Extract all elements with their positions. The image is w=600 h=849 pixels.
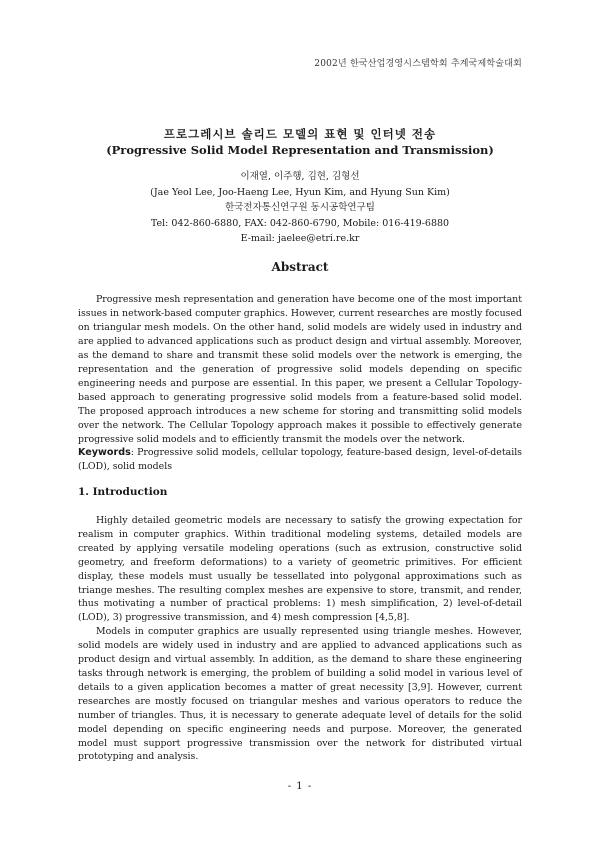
title-english: (Progressive Solid Model Representation and Transmission) (106, 143, 494, 157)
author-names-korean: 이재열, 이주행, 김현, 김형선 (240, 171, 360, 182)
author-names-english: (Jae Yeol Lee, Joo-Haeng Lee, Hyun Kim, and Hyung Sun Kim) (150, 186, 450, 198)
author-affiliation: 한국전자통신연구원 동시공학연구팀 (225, 202, 375, 213)
author-contact: Tel: 042-860-6880, FAX: 042-860-6790, Mobile: 016-419-6880 (150, 217, 450, 229)
keywords (78, 446, 522, 474)
author-block (0, 169, 600, 247)
page-number: - 1 - (287, 781, 313, 792)
keywords-text: : Progressive solid models, cellular topology, feature-based design, level-of-details (LOD), solid models (78, 447, 522, 472)
section-heading-introduction: 1. Introduction (78, 486, 168, 498)
keywords-label: Keywords (78, 447, 131, 458)
paragraph: Models in computer graphics are usually represented using triangle meshes. However, solid models are widely used in industry and are applied to advanced applications such as product design and virtual assembly. In addition, as the demand to share these engineering tasks through network is emerging, the problem of building a solid model in various level of details to a given application becomes a matter of great necessity [3,9]. However, current researches are mostly focused on triangular meshes and various operators to reduce the number of triangles. Thus, it is necessary to generate adequate level of details for the solid model depending on specific engineering needs and purpose. Moreover, the generated model must support progressive transmission over the network for distributed virtual prototyping and analysis. (78, 626, 522, 763)
title-korean: 프로그레시브 솔리드 모델의 표현 및 인터넷 전송 (163, 127, 437, 141)
running-header: 2002년 한국산업경영시스템학회 추계국제학술대회 (314, 59, 522, 69)
paragraph: Highly detailed geometric models are necessary to satisfy the growing expectation for realism in computer graphics. Within traditional modeling systems, detailed models are created by applying versatile modeling operations (such as extrusion, constructive solid geometry, and freeform deformations) to a variety of geometric primitives. For efficient display, these models must usually be tessellated into polygonal approximations such as triange meshes. The resulting complex meshes are expensive to store, transmit, and render, thus motivating a number of practical problems: 1) mesh simplification, 2) level-of-detail (LOD), 3) progressive transmission, and 4) mesh compression [4,5,8]. (78, 515, 522, 624)
author-email: E-mail: jaelee@etri.re.kr (240, 233, 360, 244)
abstract-heading: Abstract (271, 260, 329, 274)
abstract-text: Progressive mesh representation and generation have become one of the most important issues in network-based computer graphics. However, current researches are mostly focused on triangular mesh models. On the other hand, solid models are widely used in industry and are applied to advanced applications such as product design and virtual assembly. Moreover, as the demand to share and transmit these solid models over the network is emerging, the representation and the generation of progressive solid models depending on specific engineering needs and purpose are essential. In this paper, we present a Cellular Topology-based approach to generating progressive solid models from a feature-based solid model. The proposed approach introduces a new scheme for storing and transmitting solid models over the network. The Cellular Topology approach makes it possible to effectively generate progressive solid models and to efficiently transmit the models over the network. (78, 294, 522, 446)
introduction-body (78, 514, 522, 764)
